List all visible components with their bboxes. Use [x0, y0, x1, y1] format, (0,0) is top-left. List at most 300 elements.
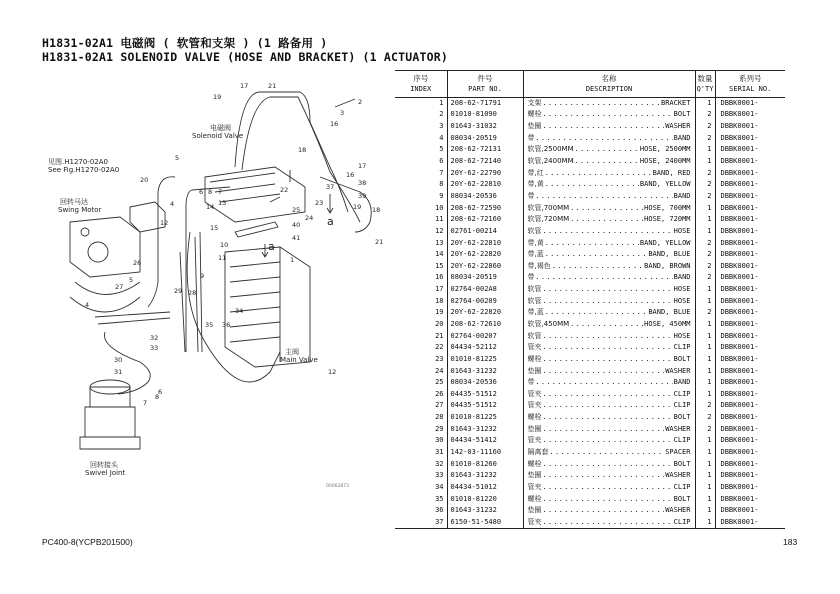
row-qty: 2 — [695, 237, 715, 249]
table-row — [395, 400, 785, 412]
table-row — [395, 237, 785, 249]
description-cn: 带,红 — [527, 168, 544, 177]
table-row — [395, 365, 785, 377]
description-line — [528, 354, 691, 365]
dot-leader — [543, 109, 673, 120]
header-part-cn: 件号 — [477, 74, 493, 83]
description-en: BAND, YELLOW — [639, 180, 691, 189]
row-serial-no: DBBK0001- — [720, 494, 759, 503]
row-qty: 1 — [695, 354, 715, 366]
callout-number: 23 — [315, 199, 324, 207]
callout-number: 21 — [268, 82, 277, 90]
description-cn: 垫圈 — [527, 122, 542, 131]
row-description — [523, 191, 695, 203]
description-cn: 带 — [527, 191, 535, 200]
row-description — [523, 249, 695, 261]
description-cn: 软管 — [527, 285, 542, 294]
swing-motor-drawing — [70, 217, 140, 312]
description-line — [528, 203, 691, 214]
row-part-no: 20Y-62-22820 — [447, 307, 523, 319]
row-serial-no: DBBK0001- — [720, 180, 759, 189]
dot-leader — [552, 261, 643, 272]
arrow-a-label: a — [327, 215, 334, 228]
row-serial-no: DBBK0001- — [720, 145, 759, 154]
row-qty: 1 — [695, 482, 715, 494]
dot-leader — [543, 366, 665, 377]
row-part-no: 20Y-62-22790 — [447, 167, 523, 179]
row-serial-no: DBBK0001- — [720, 168, 759, 177]
row-description — [523, 226, 695, 238]
description-line — [528, 389, 691, 400]
callout-number: 15 — [210, 224, 219, 232]
dot-leader — [543, 389, 673, 400]
description-line — [528, 447, 691, 458]
callout-number: 12 — [160, 219, 169, 227]
row-part-no: 01643-31232 — [447, 423, 523, 435]
description-cn: 软管 — [527, 331, 542, 340]
row-part-no: 02764-00209 — [447, 295, 523, 307]
description-line — [528, 424, 691, 435]
table-row — [395, 342, 785, 354]
row-part-no: 20Y-62-22810 — [447, 237, 523, 249]
dot-leader — [543, 121, 665, 132]
table-row — [395, 377, 785, 389]
swivel-joint-label-en: Swivel Joint — [85, 469, 126, 477]
row-qty: 2 — [695, 423, 715, 435]
callout-number: 22 — [280, 186, 289, 194]
page-number: 183 — [783, 537, 798, 547]
description-en: CLIP — [673, 389, 691, 398]
description-line — [528, 98, 691, 109]
row-description — [523, 237, 695, 249]
row-serial-no: DBBK0001- — [720, 459, 759, 468]
callout-number: 28 — [188, 289, 197, 297]
dot-leader — [570, 214, 643, 225]
row-description — [523, 202, 695, 214]
table-row — [395, 121, 785, 133]
description-cn: 带,黄 — [527, 180, 544, 189]
callout-number: 26 — [133, 259, 142, 267]
row-serial-no: DBBK0001- — [720, 401, 759, 410]
description-en: CLIP — [673, 343, 691, 352]
row-qty: 2 — [695, 167, 715, 179]
dot-leader — [543, 412, 673, 423]
row-qty: 2 — [695, 272, 715, 284]
row-serial-no: DBBK0001- — [720, 448, 759, 457]
callout-number: 5 — [175, 154, 180, 162]
callout-number: 6 — [158, 388, 163, 396]
row-index: 8 — [395, 179, 447, 191]
table-row — [395, 470, 785, 482]
row-serial-no: DBBK0001- — [720, 238, 759, 247]
description-en: HOSE, 2400MM — [639, 157, 691, 166]
row-index: 2 — [395, 109, 447, 121]
row-part-no: 6150-51-5480 — [447, 517, 523, 529]
row-part-no: 01643-31232 — [447, 505, 523, 517]
row-description — [523, 109, 695, 121]
description-en: HOSE — [673, 331, 691, 340]
row-part-no: 01010-81225 — [447, 354, 523, 366]
header-qty — [695, 71, 715, 98]
row-index: 9 — [395, 191, 447, 203]
description-en: HOSE, 450MM — [644, 319, 691, 328]
callout-number: 4 — [170, 200, 175, 208]
row-qty: 1 — [695, 447, 715, 459]
row-serial-no: DBBK0001- — [720, 319, 759, 328]
description-cn: 管夹 — [527, 517, 542, 526]
description-line — [528, 238, 691, 249]
description-cn: 垫圈 — [527, 366, 542, 375]
table-row — [395, 423, 785, 435]
description-en: BAND — [673, 191, 691, 200]
diagram-labels — [48, 123, 337, 477]
callout-number: 20 — [140, 176, 149, 184]
row-description — [523, 284, 695, 296]
dot-leader — [575, 156, 639, 167]
table-row — [395, 98, 785, 110]
description-line — [528, 284, 691, 295]
table-row — [395, 493, 785, 505]
row-index: 37 — [395, 517, 447, 529]
description-en: HOSE — [673, 285, 691, 294]
row-serial-no: DBBK0001- — [720, 506, 759, 515]
callout-number: 11 — [218, 254, 227, 262]
row-description — [523, 493, 695, 505]
row-index: 17 — [395, 284, 447, 296]
dot-leader — [543, 424, 665, 435]
row-description — [523, 156, 695, 168]
description-en: SPACER — [665, 448, 691, 457]
description-cn: 管夹 — [527, 401, 542, 410]
row-index: 26 — [395, 389, 447, 401]
callout-number: 24 — [305, 214, 314, 222]
row-qty: 1 — [695, 365, 715, 377]
row-serial-no: DBBK0001- — [720, 343, 759, 352]
row-part-no: 20Y-62-22820 — [447, 249, 523, 261]
row-index: 7 — [395, 167, 447, 179]
swing-motor-label-cn: 回转马达 — [60, 198, 88, 206]
callout-number: 41 — [292, 234, 301, 242]
row-serial-no: DBBK0001- — [720, 110, 759, 119]
row-index: 24 — [395, 365, 447, 377]
row-part-no: 02764-002A8 — [447, 284, 523, 296]
description-en: CLIP — [673, 517, 691, 526]
description-cn: 螺栓 — [527, 459, 542, 468]
callout-number: 7 — [143, 399, 148, 407]
callout-number: 5 — [129, 276, 134, 284]
row-part-no: 01643-31032 — [447, 121, 523, 133]
description-cn: 垫圈 — [527, 506, 542, 515]
callout-number: 19 — [213, 93, 222, 101]
row-serial-no: DBBK0001- — [720, 261, 759, 270]
header-serial-no — [715, 71, 785, 98]
description-line — [528, 412, 691, 423]
solenoid-valve-label-en: Solenoid Valve — [192, 132, 244, 140]
callout-number: 18 — [372, 206, 381, 214]
callout-number: 7 — [218, 188, 223, 196]
row-serial-no: DBBK0001- — [720, 366, 759, 375]
description-en: BAND — [673, 273, 691, 282]
description-cn: 螺栓 — [527, 354, 542, 363]
table-row — [395, 249, 785, 261]
callout-number: 35 — [205, 321, 214, 329]
description-cn: 软管 — [527, 296, 542, 305]
description-cn: 螺栓 — [527, 494, 542, 503]
dot-leader — [545, 168, 652, 179]
row-qty: 1 — [695, 156, 715, 168]
description-cn: 软管 — [527, 226, 542, 235]
row-description — [523, 98, 695, 110]
row-serial-no: DBBK0001- — [720, 413, 759, 422]
row-description — [523, 307, 695, 319]
row-serial-no: DBBK0001- — [720, 517, 759, 526]
dot-leader — [545, 307, 648, 318]
row-part-no: 01010-81090 — [447, 109, 523, 121]
callout-number: 16 — [346, 171, 355, 179]
dot-leader — [543, 459, 673, 470]
description-cn: 带 — [527, 133, 535, 142]
row-description — [523, 319, 695, 331]
description-line — [528, 261, 691, 272]
callout-number: 13 — [218, 199, 227, 207]
row-qty: 1 — [695, 226, 715, 238]
header-desc-cn: 名称 — [601, 74, 617, 83]
row-qty: 2 — [695, 132, 715, 144]
description-cn: 隔离套 — [527, 448, 549, 457]
table-row — [395, 144, 785, 156]
description-line — [528, 214, 691, 225]
row-description — [523, 482, 695, 494]
row-serial-no: DBBK0001- — [720, 389, 759, 398]
table-row — [395, 354, 785, 366]
description-line — [528, 505, 691, 516]
row-part-no: 01010-81220 — [447, 493, 523, 505]
table-row — [395, 307, 785, 319]
table-row — [395, 458, 785, 470]
description-cn: 螺栓 — [527, 413, 542, 422]
row-index: 29 — [395, 423, 447, 435]
description-cn: 带,黄 — [527, 238, 544, 247]
description-en: WASHER — [665, 122, 691, 131]
description-line — [528, 342, 691, 353]
description-en: HOSE — [673, 226, 691, 235]
dot-leader — [543, 505, 665, 516]
hose-20 — [148, 177, 175, 307]
row-index: 34 — [395, 482, 447, 494]
description-cn: 带,蓝 — [527, 250, 544, 259]
row-index: 4 — [395, 132, 447, 144]
description-line — [528, 331, 691, 342]
table-row — [395, 435, 785, 447]
description-en: WASHER — [665, 471, 691, 480]
row-index: 19 — [395, 307, 447, 319]
callout-number: 17 — [240, 82, 249, 90]
row-serial-no: DBBK0001- — [720, 191, 759, 200]
swivel-joint-drawing — [80, 387, 140, 449]
swing-motor-label-en: Swing Motor — [58, 206, 102, 214]
table-row — [395, 214, 785, 226]
description-en: HOSE, 720MM — [644, 215, 691, 224]
row-index: 15 — [395, 260, 447, 272]
table-row — [395, 284, 785, 296]
row-part-no: 02761-00214 — [447, 226, 523, 238]
header-desc-en: DESCRIPTION — [585, 85, 633, 93]
description-en: BAND, BROWN — [644, 261, 691, 270]
dot-leader — [543, 470, 665, 481]
dot-leader — [543, 494, 673, 505]
row-index: 10 — [395, 202, 447, 214]
description-cn: 软管,2400MM — [527, 157, 574, 166]
swivel-joint-label-cn: 回转接头 — [90, 461, 118, 469]
dot-leader — [543, 435, 673, 446]
row-part-no: 04435-51512 — [447, 400, 523, 412]
row-description — [523, 517, 695, 529]
description-en: BAND, BLUE — [648, 308, 691, 317]
dot-leader — [543, 284, 673, 295]
callout-number: 8 — [208, 188, 213, 196]
row-qty: 2 — [695, 412, 715, 424]
row-index: 20 — [395, 319, 447, 331]
row-index: 28 — [395, 412, 447, 424]
model-number: PC400-8(YCPB201500) — [42, 537, 133, 547]
row-description — [523, 400, 695, 412]
row-index: 25 — [395, 377, 447, 389]
description-en: WASHER — [665, 366, 691, 375]
row-qty: 1 — [695, 214, 715, 226]
row-part-no: 08034-20519 — [447, 132, 523, 144]
dot-leader — [545, 249, 648, 260]
callout-number: 19 — [353, 203, 362, 211]
table-row — [395, 482, 785, 494]
row-part-no: 08034-20519 — [447, 272, 523, 284]
arrow-a-label: a — [268, 240, 275, 253]
callout-number: 18 — [298, 146, 307, 154]
see-figure-label-cn: 见图.H1270-02A0 — [48, 158, 108, 166]
callout-number: 21 — [375, 238, 384, 246]
description-en: BOLT — [673, 459, 691, 468]
page-title-english: H1831-02A1 SOLENOID VALVE (HOSE AND BRACKET) (1 ACTUATOR) — [42, 50, 449, 64]
row-part-no: 04434-52112 — [447, 342, 523, 354]
callout-number: 8 — [155, 393, 160, 401]
row-serial-no: DBBK0001- — [720, 99, 759, 108]
description-cn: 带 — [527, 378, 535, 387]
main-valve-label-cn: 主阀 — [285, 348, 299, 356]
callout-number: 9 — [200, 272, 205, 280]
description-line — [528, 494, 691, 505]
row-description — [523, 295, 695, 307]
description-en: BOLT — [673, 354, 691, 363]
row-qty: 1 — [695, 98, 715, 110]
description-line — [528, 470, 691, 481]
description-en: BOLT — [673, 413, 691, 422]
row-description — [523, 214, 695, 226]
row-part-no: 08034-20536 — [447, 377, 523, 389]
parts-table-body — [395, 98, 785, 529]
row-serial-no: DBBK0001- — [720, 354, 759, 363]
table-row — [395, 412, 785, 424]
header-qty-cn: 数量 — [697, 74, 713, 83]
description-line — [528, 249, 691, 260]
callout-number: 4 — [85, 301, 90, 309]
callout-number: 25 — [292, 206, 301, 214]
callout-number: 1 — [290, 256, 295, 264]
row-index: 36 — [395, 505, 447, 517]
description-cn: 带,蓝 — [527, 308, 544, 317]
row-description — [523, 272, 695, 284]
callout-number: 17 — [358, 162, 367, 170]
hose-6 — [104, 332, 150, 394]
row-index: 31 — [395, 447, 447, 459]
dot-leader — [543, 354, 673, 365]
description-line — [528, 319, 691, 330]
row-index: 23 — [395, 354, 447, 366]
description-line — [528, 377, 691, 388]
header-index-cn: 序号 — [413, 74, 429, 83]
description-line — [528, 307, 691, 318]
dot-leader — [543, 517, 673, 528]
header-part-no — [447, 71, 523, 98]
row-description — [523, 365, 695, 377]
row-description — [523, 354, 695, 366]
row-index: 22 — [395, 342, 447, 354]
description-en: BAND — [673, 378, 691, 387]
row-qty: 1 — [695, 295, 715, 307]
row-part-no: 208-62-72140 — [447, 156, 523, 168]
description-en: CLIP — [673, 401, 691, 410]
diagram-drawing — [70, 92, 371, 449]
dot-leader — [536, 133, 673, 144]
row-description — [523, 132, 695, 144]
description-line — [528, 366, 691, 377]
table-row — [395, 505, 785, 517]
callout-number: 29 — [174, 287, 183, 295]
row-index: 30 — [395, 435, 447, 447]
callout-number: 12 — [328, 368, 337, 376]
description-en: CLIP — [673, 436, 691, 445]
row-qty: 1 — [695, 144, 715, 156]
description-line — [528, 191, 691, 202]
row-qty: 1 — [695, 458, 715, 470]
callout-number: 36 — [222, 321, 231, 329]
table-row — [395, 330, 785, 342]
description-line — [528, 133, 691, 144]
row-index: 5 — [395, 144, 447, 156]
row-qty: 2 — [695, 307, 715, 319]
row-part-no: 20Y-62-22810 — [447, 179, 523, 191]
row-qty: 1 — [695, 517, 715, 529]
row-index: 32 — [395, 458, 447, 470]
row-qty: 2 — [695, 260, 715, 272]
description-line — [528, 296, 691, 307]
hose-upper-17 — [235, 92, 348, 212]
exploded-parts-diagram — [30, 82, 390, 502]
row-description — [523, 377, 695, 389]
description-en: HOSE — [673, 296, 691, 305]
row-serial-no: DBBK0001- — [720, 308, 759, 317]
row-qty: 1 — [695, 330, 715, 342]
row-part-no: 04435-51512 — [447, 389, 523, 401]
description-cn: 软管,700MM — [527, 203, 570, 212]
dot-leader — [543, 482, 673, 493]
dot-leader — [570, 319, 643, 330]
description-cn: 垫圈 — [527, 424, 542, 433]
row-index: 21 — [395, 330, 447, 342]
callout-number: 40 — [292, 221, 301, 229]
row-serial-no: DBBK0001- — [720, 471, 759, 480]
description-cn: 管夹 — [527, 389, 542, 398]
callout-number: 27 — [115, 283, 124, 291]
description-en: HOSE, 2500MM — [639, 145, 691, 154]
